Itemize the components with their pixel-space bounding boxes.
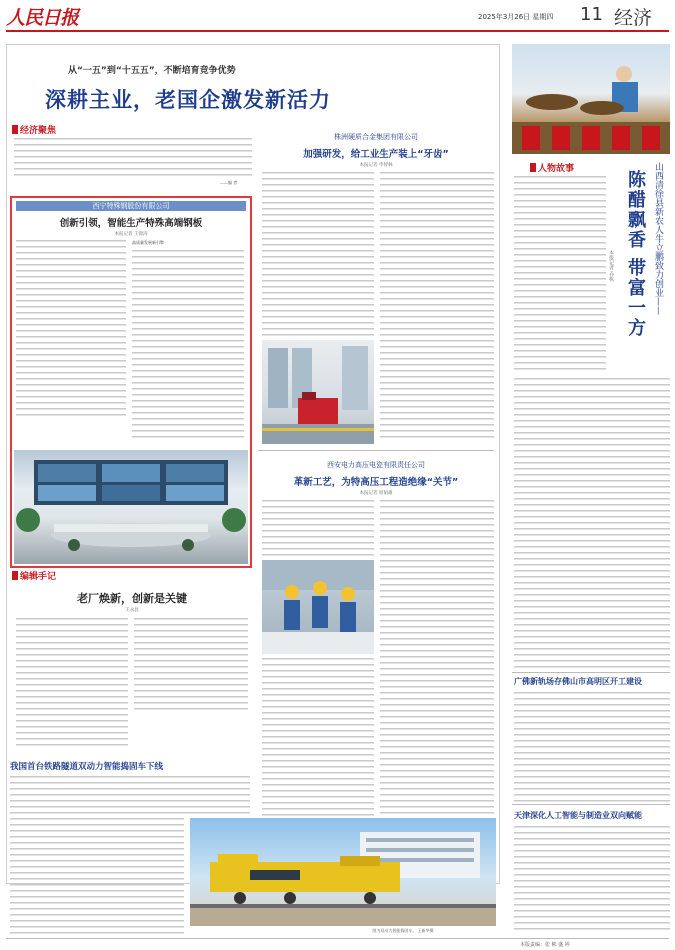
article2-title: 加强研发，给工业生产装上“牙齿” — [303, 149, 449, 160]
right-divider-2 — [512, 804, 670, 805]
news-right-1-title: 广佛新轨场存佛山市高明区开工建设 — [514, 677, 642, 686]
lead-intro-author: ——编 者 — [220, 180, 238, 185]
article3-body-col2 — [380, 500, 494, 870]
lead-intro — [14, 138, 252, 178]
photo-workers — [262, 560, 374, 654]
article2-company: 株洲硬质合金集团有限公司 — [334, 133, 418, 141]
bottom-article-body-b — [10, 818, 184, 934]
article2-byline: 本报记者 申智林 — [359, 163, 393, 168]
editor-note-title: 老厂焕新，创新是关键 — [77, 592, 187, 605]
article3-company: 西安电力高压电瓷有限责任公司 — [327, 461, 425, 469]
masthead-rule — [6, 30, 669, 32]
article1-title: 创新引领，智能生产特殊高端钢板 — [59, 218, 203, 229]
masthead-logo: 人民日报 — [6, 7, 79, 29]
news-right-2-body — [514, 826, 670, 932]
editor-note-body-col2 — [134, 618, 248, 714]
editor-note-byline: 王永昌 — [125, 608, 139, 613]
article3-body-col1 — [262, 500, 374, 560]
article3-byline: 本报记者 原韬雄 — [359, 491, 393, 496]
issue-date: 2025年3月26日 星期四 — [478, 13, 554, 21]
section-name: 经济 — [614, 7, 653, 29]
tag-economy-focus: 经济聚焦 — [12, 123, 56, 136]
workers-illustration — [262, 560, 374, 654]
article1-body-col1 — [16, 240, 126, 420]
editor-note-body-col1 — [16, 618, 128, 748]
article2-divider — [258, 450, 494, 451]
footer-rule — [6, 938, 669, 939]
tamping-machine-illustration — [190, 818, 496, 926]
tag-editor-note: 编辑手记 — [12, 569, 56, 582]
article1-company: 西宁特殊钢股份有限公司 — [16, 201, 246, 211]
news-right-2-title: 天津深化人工智能与制造业双向赋能 — [514, 811, 642, 820]
people-story-body-a — [514, 176, 606, 372]
factory-illustration — [262, 340, 374, 444]
people-story-byline: 本报记者 乔栋 — [608, 250, 614, 282]
photo-vinegar-maker — [512, 44, 670, 154]
footer-editors: 本版责编：张 彬 盛 婷 — [520, 942, 570, 948]
lead-title: 深耕主业，老国企激发新活力 — [45, 88, 331, 112]
article2-body-col1 — [262, 172, 374, 336]
article3-title: 革新工艺，为特高压工程造绝缘“关节” — [293, 477, 459, 488]
bottom-article-body-a — [10, 776, 250, 816]
photo-control-room — [14, 450, 248, 564]
tag-people-story: 人物故事 — [530, 161, 574, 174]
page-number: 11 — [580, 4, 603, 25]
people-story-title: 陈醋飘香 带富一方 — [625, 170, 646, 339]
bottom-article-caption: 图为双动力智能捣固车。 王新华摄 — [372, 928, 434, 933]
lead-kicker: 从“一五”到“十五五”，不断培育竞争优势 — [68, 66, 236, 76]
bottom-article-title: 我国首台铁路隧道双动力智能捣固车下线 — [10, 762, 164, 772]
article1-subhead: 高质量发展新引擎 — [132, 240, 164, 245]
photo-tamping-machine — [190, 818, 496, 926]
article1-byline: 本报记者 王锦涛 — [114, 232, 148, 237]
photo-factory-floor — [262, 340, 374, 444]
right-divider-1 — [512, 672, 670, 673]
people-story-subtitle: 山西清徐县新农人牛立鹏致力创业—— — [653, 162, 663, 315]
people-story-body-b — [514, 378, 670, 668]
news-right-1-body — [514, 692, 670, 802]
control-room-illustration — [14, 450, 248, 564]
article1-body-col2 — [132, 250, 244, 440]
article2-body-col2 — [380, 172, 494, 442]
vinegar-illustration — [512, 44, 670, 154]
